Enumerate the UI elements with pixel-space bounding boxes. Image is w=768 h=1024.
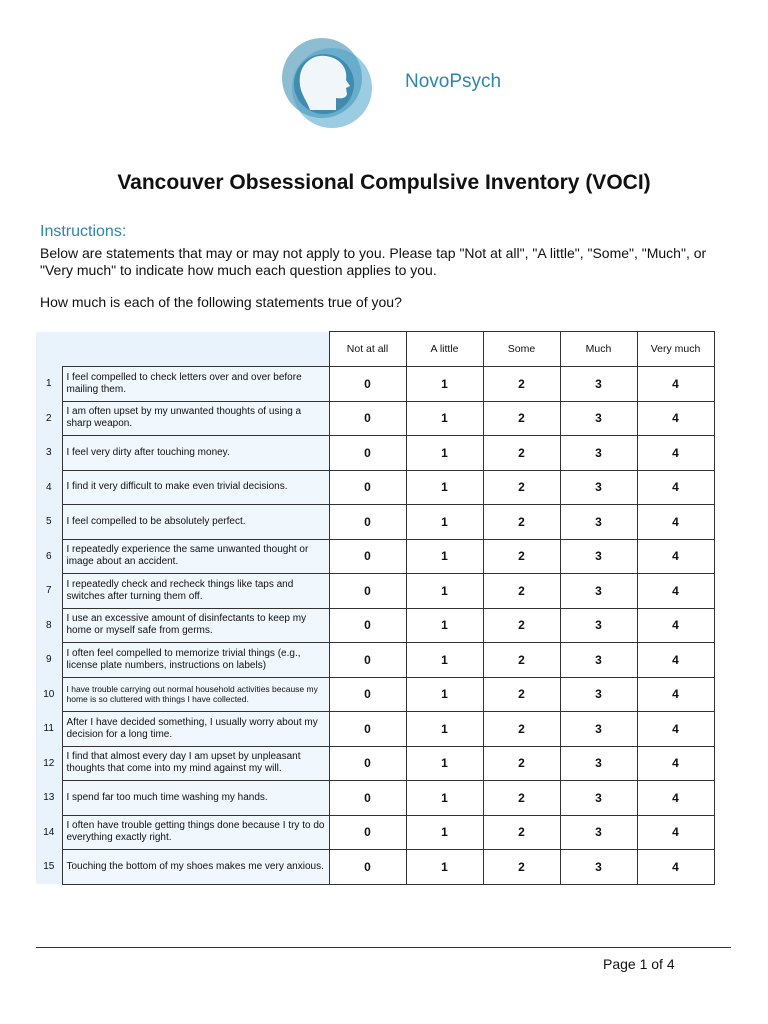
response-option[interactable]: 2 <box>483 470 560 505</box>
table-row <box>36 436 714 471</box>
response-option[interactable]: 4 <box>637 401 714 436</box>
response-option[interactable]: 1 <box>406 367 483 402</box>
response-option[interactable]: 1 <box>406 815 483 850</box>
table-row <box>36 677 714 712</box>
response-option[interactable]: 3 <box>560 505 637 540</box>
column-header: Some <box>483 332 560 367</box>
response-option[interactable]: 2 <box>483 677 560 712</box>
response-option[interactable]: 0 <box>329 608 406 643</box>
response-option[interactable]: 0 <box>329 746 406 781</box>
response-option[interactable]: 1 <box>406 608 483 643</box>
page-number: Page 1 of 4 <box>603 956 675 972</box>
response-option[interactable]: 0 <box>329 574 406 609</box>
response-option[interactable]: 2 <box>483 712 560 747</box>
table-row <box>36 712 714 747</box>
response-option[interactable]: 0 <box>329 367 406 402</box>
question-prompt: How much is each of the following statements true of you? <box>40 294 402 310</box>
response-option[interactable]: 1 <box>406 712 483 747</box>
item-number: 14 <box>36 815 62 850</box>
response-option[interactable]: 3 <box>560 367 637 402</box>
instructions-heading: Instructions: <box>40 223 127 240</box>
response-option[interactable]: 4 <box>637 367 714 402</box>
item-number: 5 <box>36 505 62 540</box>
response-option[interactable]: 1 <box>406 505 483 540</box>
table-row <box>36 539 714 574</box>
header-blank <box>62 332 329 367</box>
instructions-text: Below are statements that may or may not apply to you. Please tap "Not at all", "A little", "Some", "Much", or "Very much" to indicate how much each question applies to you. <box>40 245 707 278</box>
response-option[interactable]: 1 <box>406 539 483 574</box>
response-option[interactable]: 4 <box>637 712 714 747</box>
item-number: 2 <box>36 401 62 436</box>
response-option[interactable]: 3 <box>560 850 637 885</box>
item-statement: Touching the bottom of my shoes makes me very anxious. <box>62 850 329 885</box>
response-option[interactable]: 1 <box>406 850 483 885</box>
item-number: 3 <box>36 436 62 471</box>
response-option[interactable]: 3 <box>560 436 637 471</box>
response-option[interactable]: 0 <box>329 470 406 505</box>
response-option[interactable]: 0 <box>329 712 406 747</box>
response-option[interactable]: 4 <box>637 781 714 816</box>
response-option[interactable]: 1 <box>406 781 483 816</box>
response-option[interactable]: 1 <box>406 574 483 609</box>
response-option[interactable]: 3 <box>560 608 637 643</box>
response-option[interactable]: 2 <box>483 643 560 678</box>
item-number: 10 <box>36 677 62 712</box>
header-blank <box>36 332 62 367</box>
response-option[interactable]: 4 <box>637 643 714 678</box>
response-option[interactable]: 2 <box>483 746 560 781</box>
item-statement: I feel compelled to check letters over and over before mailing them. <box>62 367 329 402</box>
response-option[interactable]: 1 <box>406 643 483 678</box>
item-number: 15 <box>36 850 62 885</box>
response-option[interactable]: 3 <box>560 781 637 816</box>
novopsych-logo <box>270 32 382 132</box>
response-option[interactable]: 0 <box>329 505 406 540</box>
table-row <box>36 815 714 850</box>
item-statement: I spend far too much time washing my hands. <box>62 781 329 816</box>
response-option[interactable]: 2 <box>483 781 560 816</box>
item-statement: I often feel compelled to memorize trivial things (e.g., license plate numbers, instructions on labels) <box>62 643 329 678</box>
item-number: 9 <box>36 643 62 678</box>
response-option[interactable]: 0 <box>329 677 406 712</box>
item-statement: I have trouble carrying out normal household activities because my home is so cluttered with things I have collected. <box>62 677 329 712</box>
item-number: 8 <box>36 608 62 643</box>
response-option[interactable]: 2 <box>483 574 560 609</box>
page-title: Vancouver Obsessional Compulsive Inventory (VOCI) <box>117 171 651 194</box>
response-option[interactable]: 3 <box>560 470 637 505</box>
response-option[interactable]: 2 <box>483 539 560 574</box>
response-option[interactable]: 3 <box>560 539 637 574</box>
response-option[interactable]: 0 <box>329 401 406 436</box>
item-number: 7 <box>36 574 62 609</box>
table-row <box>36 850 714 885</box>
response-option[interactable]: 2 <box>483 401 560 436</box>
table-row <box>36 401 714 436</box>
item-statement: I find it very difficult to make even trivial decisions. <box>62 470 329 505</box>
item-statement: After I have decided something, I usually worry about my decision for a long time. <box>62 712 329 747</box>
item-statement: I feel compelled to be absolutely perfect. <box>62 505 329 540</box>
response-option[interactable]: 0 <box>329 539 406 574</box>
response-option[interactable]: 1 <box>406 746 483 781</box>
column-header: Much <box>560 332 637 367</box>
response-option[interactable]: 4 <box>637 608 714 643</box>
table-row <box>36 574 714 609</box>
table-row <box>36 367 714 402</box>
response-option[interactable]: 0 <box>329 436 406 471</box>
response-option[interactable]: 4 <box>637 436 714 471</box>
response-option[interactable]: 4 <box>637 505 714 540</box>
response-option[interactable]: 3 <box>560 401 637 436</box>
response-option[interactable]: 3 <box>560 574 637 609</box>
response-option[interactable]: 3 <box>560 643 637 678</box>
item-number: 12 <box>36 746 62 781</box>
response-option[interactable]: 2 <box>483 505 560 540</box>
response-option[interactable]: 2 <box>483 367 560 402</box>
column-header: Very much <box>637 332 714 367</box>
response-option[interactable]: 0 <box>329 850 406 885</box>
response-option[interactable]: 0 <box>329 781 406 816</box>
response-option[interactable]: 0 <box>329 815 406 850</box>
item-number: 11 <box>36 712 62 747</box>
item-statement: I repeatedly experience the same unwanted thought or image about an accident. <box>62 539 329 574</box>
item-statement: I use an excessive amount of disinfectants to keep my home or myself safe from germs. <box>62 608 329 643</box>
item-statement: I repeatedly check and recheck things like taps and switches after turning them off. <box>62 574 329 609</box>
response-option[interactable]: 3 <box>560 712 637 747</box>
table-row <box>36 505 714 540</box>
response-option[interactable]: 3 <box>560 746 637 781</box>
table-row <box>36 608 714 643</box>
response-option[interactable]: 2 <box>483 815 560 850</box>
response-option[interactable]: 4 <box>637 815 714 850</box>
response-option[interactable]: 4 <box>637 850 714 885</box>
column-header: A little <box>406 332 483 367</box>
table-row <box>36 781 714 816</box>
item-statement: I find that almost every day I am upset by unpleasant thoughts that come into my mind against my will. <box>62 746 329 781</box>
response-option[interactable]: 4 <box>637 746 714 781</box>
response-option[interactable]: 3 <box>560 677 637 712</box>
response-option[interactable]: 2 <box>483 436 560 471</box>
response-option[interactable]: 2 <box>483 608 560 643</box>
response-option[interactable]: 2 <box>483 850 560 885</box>
response-option[interactable]: 1 <box>406 677 483 712</box>
item-statement: I am often upset by my unwanted thoughts of using a sharp weapon. <box>62 401 329 436</box>
response-option[interactable]: 4 <box>637 677 714 712</box>
item-number: 6 <box>36 539 62 574</box>
voci-questionnaire-table <box>36 331 715 885</box>
table-row <box>36 470 714 505</box>
response-option[interactable]: 4 <box>637 470 714 505</box>
response-option[interactable]: 0 <box>329 643 406 678</box>
response-option[interactable]: 1 <box>406 401 483 436</box>
table-row <box>36 643 714 678</box>
item-number: 1 <box>36 367 62 402</box>
item-statement: I feel very dirty after touching money. <box>62 436 329 471</box>
item-number: 13 <box>36 781 62 816</box>
column-header: Not at all <box>329 332 406 367</box>
brand-name: NovoPsych <box>405 71 502 92</box>
header-row <box>36 332 714 367</box>
response-option[interactable]: 3 <box>560 815 637 850</box>
response-option[interactable]: 1 <box>406 470 483 505</box>
response-option[interactable]: 4 <box>637 539 714 574</box>
item-statement: I often have trouble getting things done because I try to do everything exactly right. <box>62 815 329 850</box>
response-option[interactable]: 4 <box>637 574 714 609</box>
item-number: 4 <box>36 470 62 505</box>
response-option[interactable]: 1 <box>406 436 483 471</box>
table-row <box>36 746 714 781</box>
footer-divider <box>36 947 731 948</box>
